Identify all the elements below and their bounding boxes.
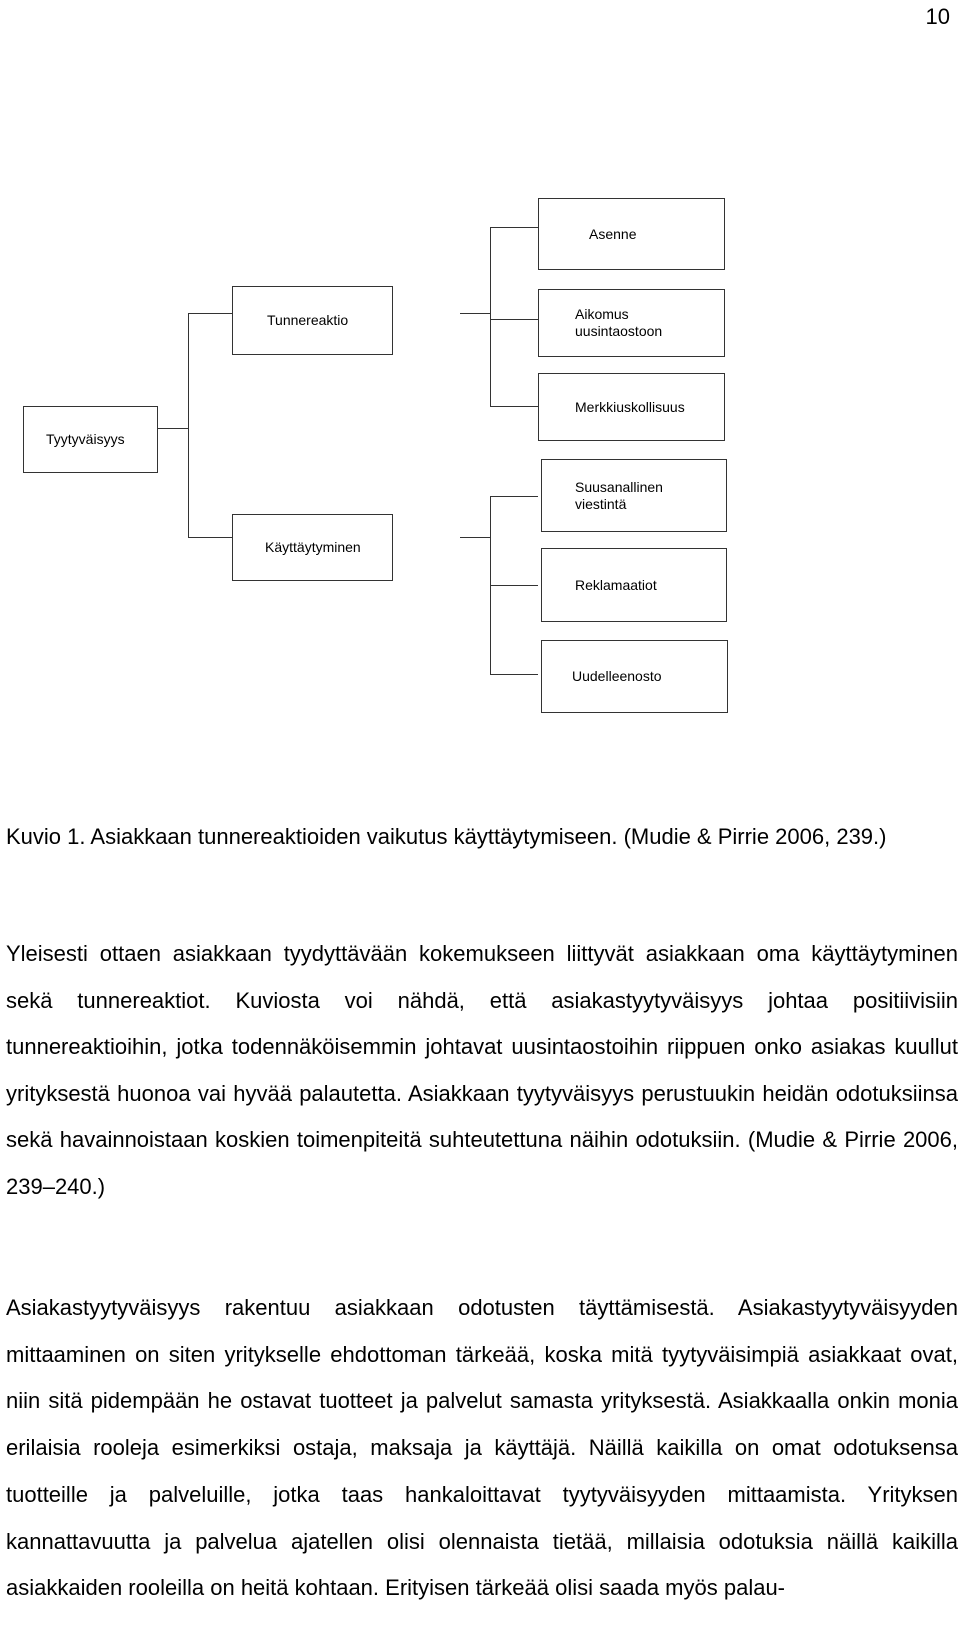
node-suusanallinen — [541, 459, 727, 532]
connector-to-tunnereaktio — [188, 313, 233, 314]
node-reklamaatiot — [541, 548, 727, 622]
node-asenne-label: Asenne — [589, 225, 637, 242]
node-tyytyvaisyys-label: Tyytyväisyys — [46, 431, 125, 447]
connector-to-reklamaatiot — [490, 585, 538, 586]
connector-root-stub — [158, 428, 188, 429]
paragraph-2: Asiakastyytyväisyys rakentuu asiakkaan odotusten täyttämisestä. Asiakastyytyväisyyden mittaaminen on siten yritykselle ehdottoman tärkeää, koska mitä tyytyväisimpiä asiakkaat ovat, niin sitä pidempään he ostavat tuotteet ja palvelut samasta yrityksestä. Asiakkaalla onkin monia erilaisia rooleja esimerkiksi ostaja, maksaja ja käyttäjä. Näillä kaikilla on omat odotuksensa tuotteille ja palveluille, jotka taas hankaloittavat tyytyväisyyden mittaamista. Yrityksen kannattavuutta ja palvelua ajatellen olisi olennaista tietää, millaisia odotuksia näillä kaikilla asiakkaiden rooleilla on heitä kohtaan. Erityisen tärkeää olisi saada myös palau- — [6, 1295, 958, 1601]
figure-caption: Kuvio 1. Asiakkaan tunnereaktioiden vaikutus käyttäytymiseen. (Mudie & Pirrie 2006, 239.) — [6, 824, 887, 849]
connector-to-aikomus — [490, 319, 538, 320]
node-uudelleenosto — [541, 640, 728, 713]
node-uudelleenosto-label: Uudelleenosto — [572, 668, 662, 684]
node-tunnereaktio-label: Tunnereaktio — [267, 312, 349, 328]
node-aikomus — [538, 289, 725, 357]
satisfaction-diagram — [0, 0, 960, 740]
node-kayttaytyminen-label: Käyttäytyminen — [265, 539, 361, 555]
node-merkkiuskollisuus-label: Merkkiuskollisuus — [575, 398, 685, 415]
node-reklamaatiot-label: Reklamaatiot — [575, 576, 657, 593]
node-kayttaytyminen — [232, 514, 393, 581]
connector-to-kayttaytyminen — [188, 537, 233, 538]
connector-to-suusanallinen — [490, 496, 538, 497]
node-merkkiuskollisuus — [538, 373, 725, 441]
node-suusanallinen-label: Suusanallinen viestintä — [575, 478, 663, 512]
page-number: 10 — [925, 4, 950, 29]
paragraph-1: Yleisesti ottaen asiakkaan tyydyttävään kokemukseen liittyvät asiakkaan oma käyttäytyminen sekä tunnereaktiot. Kuviosta voi nähdä, että asiakastyytyväisyys johtaa positiivisiin tunnereaktioihin, jotka todennäköisemmin johtavat uusintaostoihin riippuen onko asiakas kuullut yrityksestä huonoa vai hyvää palautetta. Asiakkaan tyytyväisyys perustuukin heidän odotuksiinsa sekä havainnoistaan koskien toimenpiteitä suhteutettuna näihin odotuksiin. (Mudie & Pirrie 2006, 239–240.) — [6, 941, 958, 1199]
connector-upper-trunk — [490, 227, 491, 407]
connector-to-merkkiuskollisuus — [490, 406, 538, 407]
connector-to-asenne — [490, 227, 538, 228]
connector-root-trunk — [188, 313, 189, 537]
node-tunnereaktio — [232, 286, 393, 355]
connector-lower-stub — [460, 537, 490, 538]
connector-to-uudelleenosto — [490, 674, 538, 675]
connector-upper-stub — [460, 313, 490, 314]
node-aikomus-label: Aikomus uusintaostoon — [575, 306, 663, 339]
node-tyytyvaisyys — [23, 406, 158, 473]
node-asenne — [538, 198, 725, 270]
